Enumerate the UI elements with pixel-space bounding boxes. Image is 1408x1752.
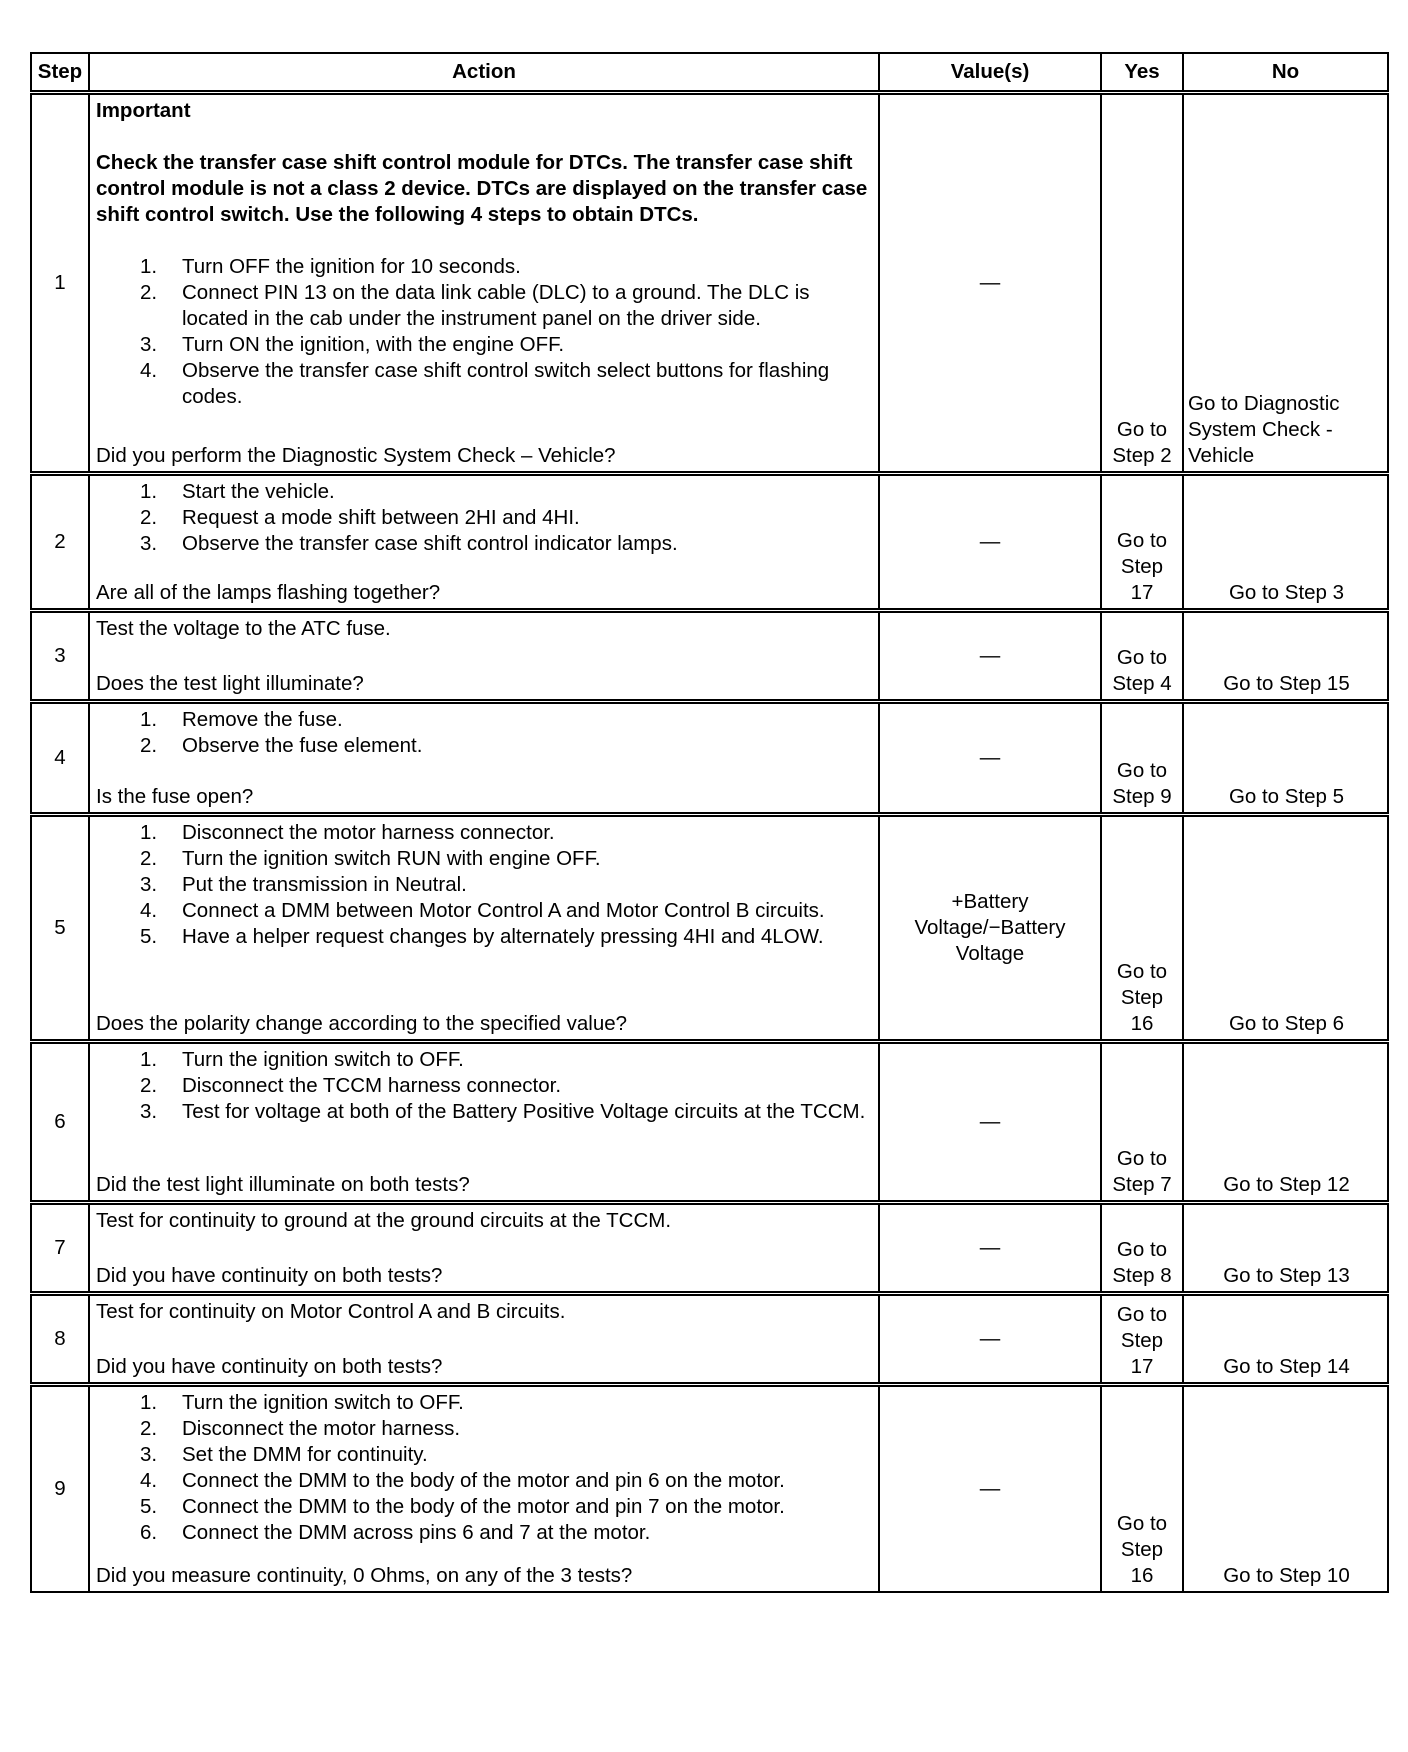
table-row bbox=[31, 93, 1388, 474]
important-text: Check the transfer case shift control module for DTCs. The transfer case shift control module is not a class 2 device. DTCs are displayed on the transfer case shift control switch. Use the following 4 steps to obtain DTCs. bbox=[96, 151, 868, 226]
value-text: — bbox=[979, 1327, 1001, 1350]
no-cell bbox=[1183, 93, 1388, 474]
substep-item bbox=[96, 358, 872, 410]
value-cell bbox=[879, 702, 1101, 815]
step-number: 1 bbox=[31, 93, 89, 474]
action-instructions bbox=[96, 1390, 872, 1546]
action-instructions bbox=[96, 479, 872, 557]
substep-text: Have a helper request changes by alternately pressing 4HI and 4LOW. bbox=[182, 925, 824, 948]
substep-number: 3. bbox=[140, 1100, 158, 1123]
substep-list bbox=[96, 1390, 872, 1546]
no-link[interactable]: Go to Step 10 bbox=[1223, 1564, 1350, 1587]
substep-number: 2. bbox=[140, 506, 158, 529]
substep-text: Put the transmission in Neutral. bbox=[182, 873, 467, 896]
substep-item bbox=[96, 820, 872, 846]
substep-text: Disconnect the TCCM harness connector. bbox=[182, 1074, 562, 1097]
substep-item bbox=[96, 924, 872, 950]
no-cell bbox=[1183, 702, 1388, 815]
yes-link[interactable]: Go to Step 17 bbox=[1116, 1303, 1168, 1378]
substep-number: 1. bbox=[140, 1391, 158, 1414]
substep-text: Observe the transfer case shift control indicator lamps. bbox=[182, 532, 678, 555]
value-cell bbox=[879, 815, 1101, 1042]
yes-cell bbox=[1101, 611, 1183, 702]
substep-list bbox=[96, 254, 872, 410]
table-row bbox=[31, 1042, 1388, 1203]
action-cell bbox=[89, 702, 879, 815]
action-content bbox=[96, 820, 872, 1037]
value-text: — bbox=[979, 1477, 1001, 1500]
value-cell bbox=[879, 611, 1101, 702]
substep-text: Connect a DMM between Motor Control A and Motor Control B circuits. bbox=[182, 899, 825, 922]
diagnostic-table bbox=[30, 52, 1389, 1593]
no-link[interactable]: Go to Step 15 bbox=[1223, 672, 1350, 695]
action-question: Did you have continuity on both tests? bbox=[96, 1264, 443, 1287]
substep-text: Test for voltage at both of the Battery Positive Voltage circuits at the TCCM. bbox=[182, 1100, 866, 1123]
yes-link[interactable]: Go to Step 9 bbox=[1112, 759, 1172, 808]
header-step: Step bbox=[31, 53, 89, 93]
no-cell bbox=[1183, 474, 1388, 611]
substep-list bbox=[96, 820, 872, 950]
spacer bbox=[96, 124, 872, 150]
substep-text: Turn the ignition switch to OFF. bbox=[182, 1048, 464, 1071]
substep-list bbox=[96, 1047, 872, 1125]
value-cell bbox=[879, 1385, 1101, 1593]
substep-text: Disconnect the motor harness. bbox=[182, 1417, 461, 1440]
step-number: 5 bbox=[31, 815, 89, 1042]
substep-text: Set the DMM for continuity. bbox=[182, 1443, 428, 1466]
substep-item bbox=[96, 1390, 872, 1416]
header-no: No bbox=[1183, 53, 1388, 93]
value-text: — bbox=[979, 1236, 1001, 1259]
substep-item bbox=[96, 1047, 872, 1073]
substep-text: Connect the DMM to the body of the motor and pin 7 on the motor. bbox=[182, 1495, 785, 1518]
action-content bbox=[96, 707, 872, 810]
substep-number: 2. bbox=[140, 281, 158, 304]
action-question: Did you perform the Diagnostic System Check – Vehicle? bbox=[96, 444, 616, 467]
yes-link[interactable]: Go to Step 8 bbox=[1112, 1238, 1172, 1287]
substep-text: Turn the ignition switch RUN with engine OFF. bbox=[182, 847, 601, 870]
yes-link[interactable]: Go to Step 16 bbox=[1116, 1512, 1168, 1587]
table-row bbox=[31, 474, 1388, 611]
step-number: 7 bbox=[31, 1203, 89, 1294]
value-cell bbox=[879, 1203, 1101, 1294]
substep-list bbox=[96, 707, 872, 759]
action-instructions bbox=[96, 1299, 872, 1325]
yes-cell bbox=[1101, 702, 1183, 815]
substep-number: 5. bbox=[140, 925, 158, 948]
substep-item bbox=[96, 531, 872, 557]
action-text: Test the voltage to the ATC fuse. bbox=[96, 617, 391, 640]
yes-link[interactable]: Go to Step 4 bbox=[1112, 646, 1172, 695]
header-values: Value(s) bbox=[879, 53, 1101, 93]
substep-number: 4. bbox=[140, 359, 158, 382]
yes-cell bbox=[1101, 1294, 1183, 1385]
substep-number: 5. bbox=[140, 1495, 158, 1518]
table-row bbox=[31, 702, 1388, 815]
action-instructions bbox=[96, 1047, 872, 1125]
header-action: Action bbox=[89, 53, 879, 93]
substep-item bbox=[96, 1073, 872, 1099]
yes-cell bbox=[1101, 815, 1183, 1042]
no-link[interactable]: Go to Diagnostic System Check - Vehicle bbox=[1188, 392, 1340, 467]
yes-link[interactable]: Go to Step 2 bbox=[1112, 418, 1172, 467]
substep-item bbox=[96, 505, 872, 531]
action-cell bbox=[89, 611, 879, 702]
spacer bbox=[96, 228, 872, 254]
substep-text: Connect the DMM across pins 6 and 7 at the motor. bbox=[182, 1521, 651, 1544]
table-row bbox=[31, 611, 1388, 702]
value-text: — bbox=[979, 1110, 1001, 1133]
substep-number: 6. bbox=[140, 1521, 158, 1544]
value-cell bbox=[879, 1042, 1101, 1203]
action-cell bbox=[89, 474, 879, 611]
action-text: Test for continuity to ground at the ground circuits at the TCCM. bbox=[96, 1209, 672, 1232]
substep-text: Remove the fuse. bbox=[182, 708, 343, 731]
substep-item bbox=[96, 1442, 872, 1468]
action-cell bbox=[89, 815, 879, 1042]
table-row bbox=[31, 815, 1388, 1042]
action-question: Did you have continuity on both tests? bbox=[96, 1355, 443, 1378]
action-text: Test for continuity on Motor Control A and B circuits. bbox=[96, 1300, 566, 1323]
action-cell bbox=[89, 93, 879, 474]
action-question: Did you measure continuity, 0 Ohms, on any of the 3 tests? bbox=[96, 1564, 633, 1587]
value-cell bbox=[879, 474, 1101, 611]
substep-item bbox=[96, 1468, 872, 1494]
substep-text: Start the vehicle. bbox=[182, 480, 335, 503]
value-text: — bbox=[979, 644, 1001, 667]
action-question: Does the polarity change according to the specified value? bbox=[96, 1012, 628, 1035]
action-question: Did the test light illuminate on both tests? bbox=[96, 1173, 470, 1196]
substep-item bbox=[96, 846, 872, 872]
substep-text: Observe the fuse element. bbox=[182, 734, 423, 757]
step-number: 8 bbox=[31, 1294, 89, 1385]
yes-link[interactable]: Go to Step 17 bbox=[1116, 529, 1168, 604]
action-content bbox=[96, 479, 872, 606]
no-cell bbox=[1183, 1294, 1388, 1385]
yes-cell bbox=[1101, 1042, 1183, 1203]
value-text: — bbox=[979, 271, 1001, 294]
substep-number: 3. bbox=[140, 532, 158, 555]
no-cell bbox=[1183, 611, 1388, 702]
substep-number: 1. bbox=[140, 821, 158, 844]
substep-item bbox=[96, 733, 872, 759]
substep-item bbox=[96, 479, 872, 505]
action-content bbox=[96, 1299, 872, 1380]
substep-item bbox=[96, 1494, 872, 1520]
action-question: Is the fuse open? bbox=[96, 785, 254, 808]
substep-item bbox=[96, 1520, 872, 1546]
substep-number: 1. bbox=[140, 708, 158, 731]
table-row bbox=[31, 1203, 1388, 1294]
substep-number: 2. bbox=[140, 847, 158, 870]
no-link[interactable]: Go to Step 6 bbox=[1228, 1012, 1345, 1035]
no-link[interactable]: Go to Step 14 bbox=[1223, 1355, 1350, 1378]
step-number: 4 bbox=[31, 702, 89, 815]
important-heading: Important bbox=[96, 99, 191, 122]
value-cell bbox=[879, 93, 1101, 474]
substep-item bbox=[96, 707, 872, 733]
action-instructions bbox=[96, 1208, 872, 1234]
table-row bbox=[31, 1294, 1388, 1385]
value-cell bbox=[879, 1294, 1101, 1385]
substep-text: Request a mode shift between 2HI and 4HI. bbox=[182, 506, 580, 529]
no-link[interactable]: Go to Step 13 bbox=[1223, 1264, 1350, 1287]
action-cell bbox=[89, 1042, 879, 1203]
no-link[interactable]: Go to Step 5 bbox=[1228, 785, 1345, 808]
step-number: 9 bbox=[31, 1385, 89, 1593]
yes-cell bbox=[1101, 1385, 1183, 1593]
action-instructions bbox=[96, 707, 872, 759]
yes-cell bbox=[1101, 474, 1183, 611]
step-number: 2 bbox=[31, 474, 89, 611]
substep-number: 2. bbox=[140, 1417, 158, 1440]
substep-text: Turn ON the ignition, with the engine OFF. bbox=[182, 333, 565, 356]
substep-text: Observe the transfer case shift control switch select buttons for flashing codes. bbox=[182, 359, 830, 408]
substep-text: Turn OFF the ignition for 10 seconds. bbox=[182, 255, 521, 278]
substep-text: Disconnect the motor harness connector. bbox=[182, 821, 555, 844]
table-row bbox=[31, 1385, 1388, 1593]
diagnostic-table-sheet bbox=[30, 52, 1387, 1593]
yes-link[interactable]: Go to Step 16 bbox=[1116, 960, 1168, 1035]
action-content bbox=[96, 1047, 872, 1198]
action-content bbox=[96, 616, 872, 697]
action-cell bbox=[89, 1385, 879, 1593]
substep-number: 3. bbox=[140, 873, 158, 896]
yes-link[interactable]: Go to Step 7 bbox=[1112, 1147, 1172, 1196]
value-text: — bbox=[979, 746, 1001, 769]
substep-number: 3. bbox=[140, 1443, 158, 1466]
action-content bbox=[96, 1208, 872, 1289]
action-content bbox=[96, 1390, 872, 1589]
substep-item bbox=[96, 254, 872, 280]
substep-text: Connect the DMM to the body of the motor and pin 6 on the motor. bbox=[182, 1469, 785, 1492]
substep-item bbox=[96, 1099, 872, 1125]
header-row bbox=[31, 53, 1388, 93]
no-link[interactable]: Go to Step 12 bbox=[1223, 1173, 1350, 1196]
action-instructions bbox=[96, 820, 872, 950]
step-number: 6 bbox=[31, 1042, 89, 1203]
no-cell bbox=[1183, 1042, 1388, 1203]
substep-number: 4. bbox=[140, 899, 158, 922]
substep-number: 2. bbox=[140, 734, 158, 757]
header-yes: Yes bbox=[1101, 53, 1183, 93]
substep-number: 4. bbox=[140, 1469, 158, 1492]
value-text: +Battery Voltage/−Battery Voltage bbox=[914, 890, 1066, 965]
value-text: — bbox=[979, 530, 1001, 553]
substep-item bbox=[96, 332, 872, 358]
no-cell bbox=[1183, 1385, 1388, 1593]
substep-list bbox=[96, 479, 872, 557]
no-cell bbox=[1183, 1203, 1388, 1294]
yes-cell bbox=[1101, 1203, 1183, 1294]
no-link[interactable]: Go to Step 3 bbox=[1228, 581, 1345, 604]
action-cell bbox=[89, 1203, 879, 1294]
no-cell bbox=[1183, 815, 1388, 1042]
substep-number: 1. bbox=[140, 1048, 158, 1071]
substep-text: Connect PIN 13 on the data link cable (DLC) to a ground. The DLC is located in the cab under the instrument panel on the driver side. bbox=[182, 281, 810, 330]
substep-number: 3. bbox=[140, 333, 158, 356]
substep-item bbox=[96, 872, 872, 898]
substep-item bbox=[96, 898, 872, 924]
action-instructions bbox=[96, 98, 872, 410]
action-cell bbox=[89, 1294, 879, 1385]
substep-number: 1. bbox=[140, 255, 158, 278]
action-question: Does the test light illuminate? bbox=[96, 672, 364, 695]
yes-cell bbox=[1101, 93, 1183, 474]
step-number: 3 bbox=[31, 611, 89, 702]
substep-item bbox=[96, 1416, 872, 1442]
action-question: Are all of the lamps flashing together? bbox=[96, 581, 441, 604]
substep-number: 2. bbox=[140, 1074, 158, 1097]
substep-item bbox=[96, 280, 872, 332]
action-content bbox=[96, 98, 872, 469]
action-instructions bbox=[96, 616, 872, 642]
substep-number: 1. bbox=[140, 480, 158, 503]
substep-text: Turn the ignition switch to OFF. bbox=[182, 1391, 464, 1414]
